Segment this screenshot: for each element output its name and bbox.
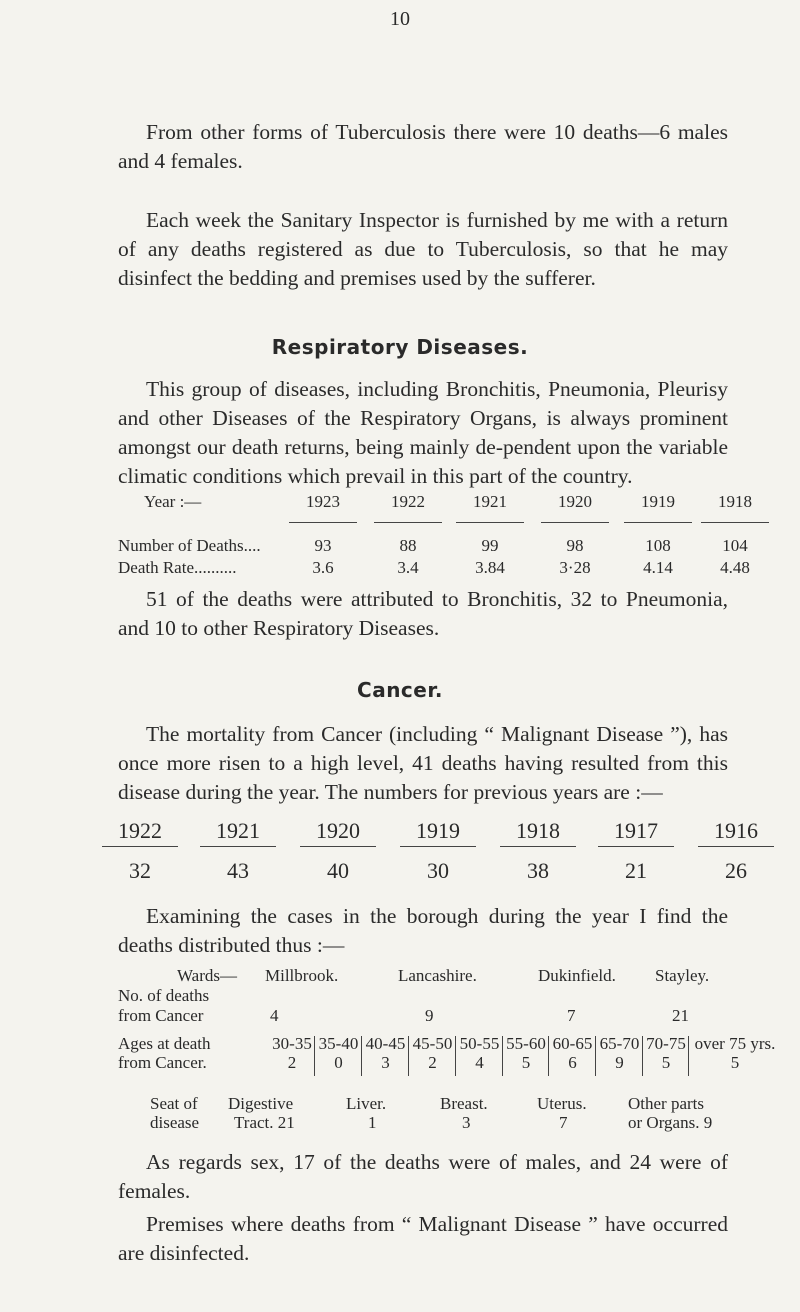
cancer-year-rule (698, 846, 774, 847)
seat-count-4: or Organs. 9 (628, 1113, 713, 1132)
resp-year-rule (374, 522, 442, 523)
seat-site-3: Uterus. (537, 1094, 587, 1113)
cancer-year-rule (500, 846, 576, 847)
cancer-year-1920: 1920 (316, 818, 360, 843)
resp-year-1922: 1922 (391, 492, 425, 511)
resp-deaths-1922: 88 (399, 536, 417, 555)
resp-rate-1920: 3·28 (559, 558, 591, 577)
paragraph-sanitary-inspector: Each week the Sanitary Inspector is furnished by me with a return of any deaths registered as due to Tuberculosis, so that he may disinfect the bedding and premises used by the sufferer. (118, 208, 728, 290)
paragraph-respiratory-intro: This group of diseases, including Bronchitis, Pneumonia, Pleurisy and other Diseases of the Respiratory Organs, is always prominent amongst our death returns, being mainly de-pendent upon the variable climatic conditions which prevail in this part of the country. (118, 377, 728, 488)
paragraph-respiratory-causes: 51 of the deaths were attributed to Bronchitis, 32 to Pneumonia, and 10 to other Respiratory Diseases. (118, 587, 728, 640)
seat-site-1: Liver. (346, 1094, 387, 1113)
age-group-4: 50-55 (459, 1034, 500, 1053)
age-divider (595, 1036, 596, 1076)
age-divider (314, 1036, 315, 1076)
ward-count-millbrook: 4 (270, 1006, 279, 1025)
age-group-8: 70-75 (646, 1034, 686, 1053)
age-group-6: 60-65 (552, 1034, 593, 1053)
ward-count-dukinfield: 7 (567, 1006, 576, 1025)
paragraph-premises: Premises where deaths from “ Malignant Disease ” have occurred are disinfected. (118, 1212, 728, 1265)
page-number: 10 (390, 8, 410, 30)
age-count-7: 9 (615, 1053, 624, 1072)
seat-site-0: Digestive (228, 1094, 294, 1113)
age-divider (361, 1036, 362, 1076)
cancer-year-1916: 1916 (714, 818, 758, 843)
age-count-3: 2 (428, 1053, 437, 1072)
cancer-year-rule (400, 846, 476, 847)
resp-rate-1922: 3.4 (397, 558, 419, 577)
age-divider (688, 1036, 689, 1076)
cancer-year-rule (200, 846, 276, 847)
respiratory-heading: Respiratory Diseases. (271, 335, 529, 359)
resp-rate-1919: 4.14 (643, 558, 673, 577)
age-divider (455, 1036, 456, 1076)
seat-count-1: 1 (368, 1113, 377, 1132)
cancer-heading: Cancer. (357, 678, 443, 702)
seat-count-3: 7 (559, 1113, 568, 1132)
resp-deaths-1923: 93 (314, 536, 332, 555)
resp-deaths-1920: 98 (566, 536, 584, 555)
age-divider (408, 1036, 409, 1076)
seat-label-line2: disease (150, 1113, 200, 1132)
resp-deaths-1921: 99 (481, 536, 499, 555)
age-divider (642, 1036, 643, 1076)
cancer-year-1917: 1917 (614, 818, 658, 843)
age-group-1: 35-40 (318, 1034, 359, 1053)
age-group-0: 30-35 (272, 1034, 312, 1053)
paragraph-examining: Examining the cases in the borough during the year I find the deaths distributed thus :— (118, 904, 728, 957)
resp-year-1921: 1921 (473, 492, 507, 511)
ward-count-stayley: 21 (672, 1006, 689, 1025)
seat-site-2: Breast. (440, 1094, 488, 1113)
cancer-year-1921: 1921 (216, 818, 260, 843)
ward-millbrook: Millbrook. (265, 966, 339, 985)
seat-count-2: 3 (462, 1113, 471, 1132)
ward-dukinfield: Dukinfield. (538, 966, 616, 985)
wards-label: Wards— (177, 966, 238, 985)
deaths-label-line1: No. of deaths (118, 986, 210, 1005)
cancer-year-1919: 1919 (416, 818, 460, 843)
paragraph-cancer-intro: The mortality from Cancer (including “ Malignant Disease ”), has once more risen to a high level, 41 deaths having resulted from this disease during the year. The numbers for previous years are :— (118, 722, 728, 804)
age-count-0: 2 (287, 1053, 297, 1072)
age-group-5: 55-60 (506, 1034, 546, 1053)
resp-rate-1921: 3.84 (475, 558, 505, 577)
paragraph-other-tuberculosis: From other forms of Tuberculosis there were 10 deaths—6 males and 4 females. (118, 120, 728, 173)
resp-year-rule (541, 522, 609, 523)
age-group-2: 40-45 (365, 1034, 406, 1053)
cancer-count-1918: 38 (527, 858, 549, 883)
age-count-5: 5 (521, 1053, 531, 1072)
resp-year-rule (289, 522, 357, 523)
resp-year-rule (624, 522, 692, 523)
seat-site-4: Other parts (628, 1094, 705, 1113)
resp-year-1919: 1919 (641, 492, 675, 511)
cancer-year-1918: 1918 (516, 818, 560, 843)
cancer-count-1921: 43 (227, 858, 249, 883)
ward-stayley: Stayley. (655, 966, 710, 985)
death-rate-label: Death Rate.......... (118, 558, 237, 577)
cancer-count-1917: 21 (625, 858, 647, 883)
resp-rate-1923: 3.6 (312, 558, 334, 577)
deaths-label-line2: from Cancer (118, 1006, 204, 1025)
age-count-8: 5 (661, 1053, 671, 1072)
ward-count-lancashire: 9 (425, 1006, 434, 1025)
age-count-2: 3 (381, 1053, 390, 1072)
age-divider (548, 1036, 549, 1076)
ages-label-line1: Ages at death (118, 1034, 211, 1053)
age-divider (502, 1036, 503, 1076)
cancer-count-1919: 30 (427, 858, 449, 883)
resp-year-1920: 1920 (558, 492, 592, 511)
age-count-9: 5 (730, 1053, 740, 1072)
resp-deaths-1918: 104 (722, 536, 748, 555)
cancer-count-1916: 26 (725, 858, 747, 883)
resp-year-rule (701, 522, 769, 523)
cancer-count-1922: 32 (129, 858, 151, 883)
age-count-6: 6 (568, 1053, 577, 1072)
ages-label-line2: from Cancer. (118, 1053, 207, 1072)
resp-year-1918: 1918 (718, 492, 752, 511)
cancer-year-rule (300, 846, 376, 847)
paragraph-sex: As regards sex, 17 of the deaths were of males, and 24 were of females. (118, 1150, 728, 1203)
cancer-year-1922: 1922 (118, 818, 162, 843)
year-label: Year :— (144, 492, 202, 511)
seat-label-line1: Seat of (150, 1094, 198, 1113)
cancer-year-rule (598, 846, 674, 847)
cancer-year-rule (102, 846, 178, 847)
age-group-3: 45-50 (412, 1034, 453, 1053)
ward-lancashire: Lancashire. (398, 966, 477, 985)
resp-rate-1918: 4.48 (720, 558, 750, 577)
age-count-4: 4 (475, 1053, 484, 1072)
resp-year-1923: 1923 (306, 492, 340, 511)
cancer-count-1920: 40 (327, 858, 349, 883)
deaths-label: Number of Deaths.... (118, 536, 261, 555)
resp-year-rule (456, 522, 524, 523)
age-group-9: over 75 yrs. (694, 1034, 776, 1053)
age-group-7: 65-70 (599, 1034, 640, 1053)
seat-count-0: Tract. 21 (234, 1113, 295, 1132)
age-count-1: 0 (334, 1053, 343, 1072)
resp-deaths-1919: 108 (645, 536, 671, 555)
